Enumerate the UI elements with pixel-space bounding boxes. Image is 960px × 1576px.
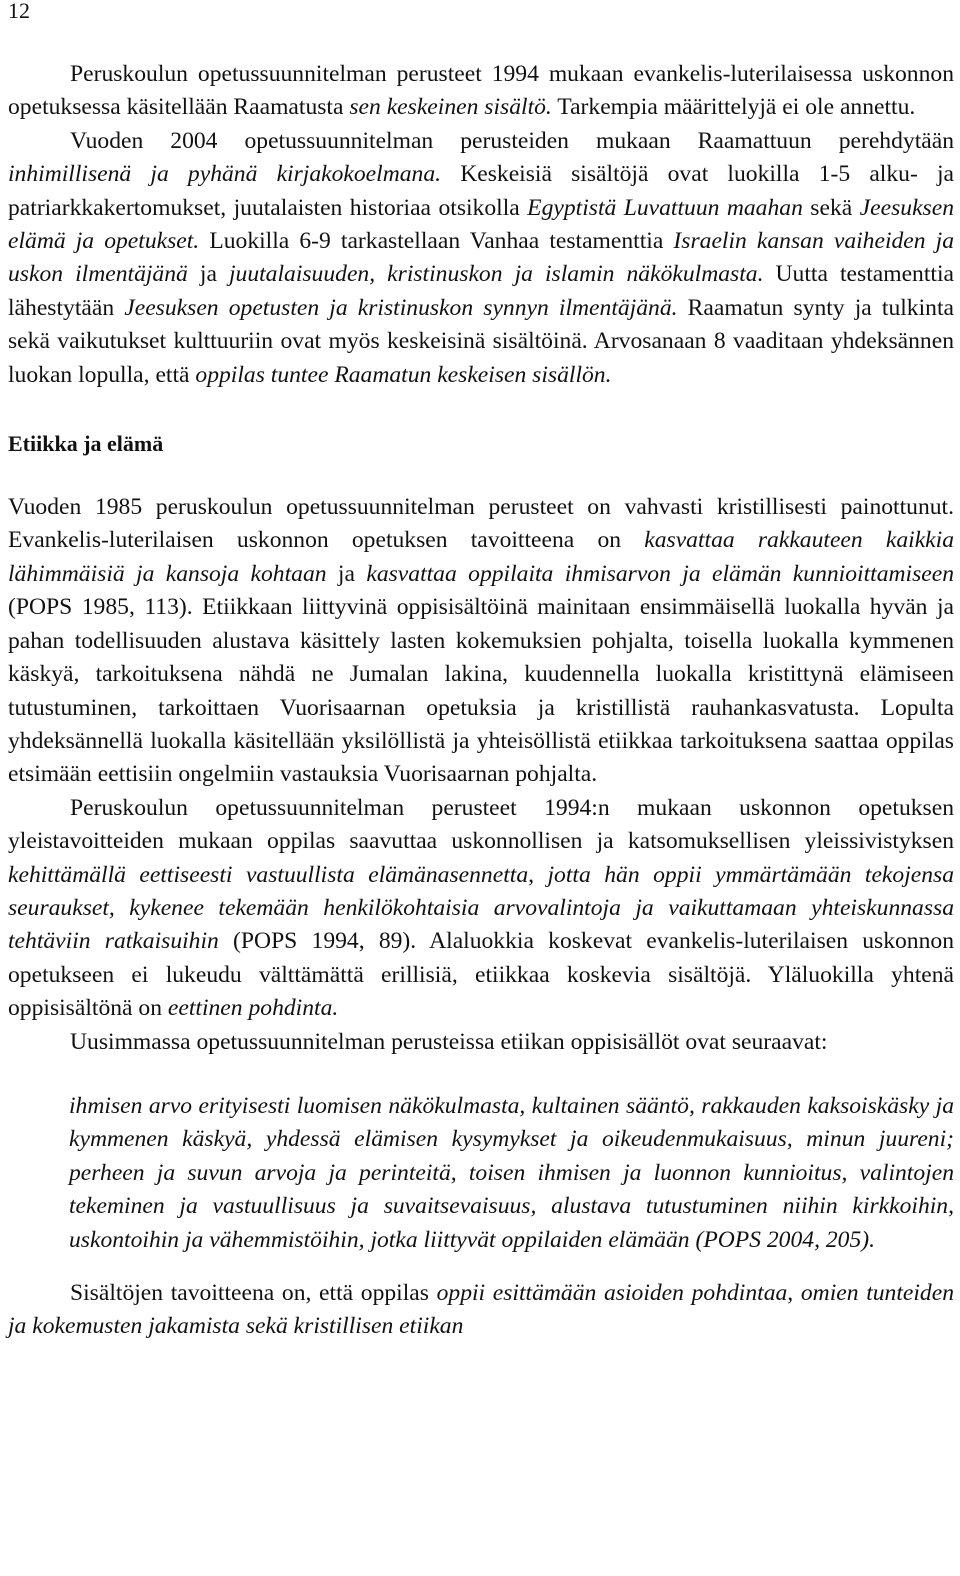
paragraph-6 xyxy=(8,1277,954,1344)
italic-run: oppii esittämään asioiden pohdintaa, omien tunteiden ja kokemusten jakamista sekä kristillisen etiikan xyxy=(8,1280,954,1340)
italic-run: kasvattaa oppilaita ihmisarvon ja elämän kunnioittamiseen xyxy=(366,560,955,587)
italic-run: eettinen pohdinta. xyxy=(167,995,339,1022)
italic-run: inhimillisenä ja pyhänä kirjakokoelmana. xyxy=(8,161,442,188)
text-run: sekä xyxy=(802,194,860,221)
text-run: Tarkempia määrittelyjä ei ole annettu. xyxy=(551,94,916,121)
paragraph-1 xyxy=(8,58,954,125)
italic-run: Egyptistä Luvattuun maahan xyxy=(527,194,803,221)
paragraph-2 xyxy=(8,125,954,392)
text-run: (POPS 1985, 113). Etiikkaan liittyvinä oppisisältöinä mainitaan ensimmäisellä luokalla hyvän ja pahan todellisuuden alustava käsittely lasten kokemuksien pohjalta, toisella luokalla kymmenen käskyä, tarkoituksena nähdä ne Jumalan lakina, kuudennella luokalla kristittynä elämiseen tutustuminen, tarkoittaen Vuorisaarnan opetuksia ja kristillistä rauhankasvatusta. Lopulta yhdeksännellä luokalla käsitellään yksilöllistä ja yhteisöllistä etiikkaa tarkoituksena saattaa oppilas etsimään eettisiin ongelmiin vastauksia Vuorisaarnan pohjalta. xyxy=(8,594,954,788)
text-run: Peruskoulun opetussuunnitelman perusteet 1994 mukaan evankelis-luterilaisessa uskonnon opetuksessa käsitellään Raamatusta xyxy=(8,61,954,121)
text-run: Peruskoulun opetussuunnitelman perusteet 1994:n mukaan uskonnon opetuksen yleistavoitteiden mukaan oppilas saavuttaa uskonnollisen ja katsomuksellisen yleissivistyksen xyxy=(8,794,954,855)
text-run: Sisältöjen tavoitteena on, että oppilas xyxy=(70,1280,437,1306)
paragraph-5: Uusimmassa opetussuunnitelman perusteissa etiikan oppisisällöt ovat seuraavat: xyxy=(70,1028,828,1055)
italic-run: kasvattaa rakkauteen kaikkia lähimmäisiä ja kansoja kohtaan xyxy=(8,527,955,587)
italic-run: Israelin kansan vaiheiden ja uskon ilmentäjänä xyxy=(8,228,955,288)
italic-run: juutalaisuuden, kristinuskon ja islamin näkökulmasta. xyxy=(228,261,764,288)
italic-run: sen keskeinen sisältö. xyxy=(349,94,552,121)
text-run: ja xyxy=(326,560,367,587)
body-text xyxy=(8,58,954,1344)
text-run: Vuoden 2004 opetussuunnitelman perusteiden mukaan Raamattuun perehdytään xyxy=(70,127,954,154)
text-run: Vuoden 1985 peruskoulun opetussuunnitelman perusteet on vahvasti kristillisesti painottunut. Evankelis-luterilaisen uskonnon opetuksen tavoitteena on xyxy=(8,494,954,554)
page-number: 12 xyxy=(8,0,30,23)
text-run: Keskeisiä sisältöjä ovat luokilla 1-5 alku- ja patriarkkakertomukset, juutalaisten historiaa otsikolla xyxy=(8,161,955,221)
paragraph-4 xyxy=(8,792,954,1026)
text-run: Raamatun synty ja tulkinta sekä vaikutukset kulttuuriin ovat myös keskeisinä sisältöinä. Arvosanaan 8 vaaditaan yhdeksännen luokan lopulla, että xyxy=(8,294,954,388)
text-run: (POPS 1994, 89). Alaluokkia koskevat evankelis-luterilaisen uskonnon opetukseen ei lukeudu välttämättä erillisiä, etiikkaa koskevia sisältöjä. Yläluokilla yhtenä oppisisältönä on xyxy=(8,928,954,1022)
block-quote: ihmisen arvo erityisesti luomisen näkökulmasta, kultainen sääntö, rakkauden kaksoiskäsky ja kymmenen käskyä, yhdessä elämisen kysymykset ja oikeudenmukaisuus, minun juureni; perheen ja suvun arvoja ja perinteitä, toisen ihmisen ja luonnon kunnioitus, valintojen tekeminen ja vastuullisuus ja suvaitsevaisuus, alustava tutustuminen niihin kirkkoihin, uskontoihin ja vähemmistöihin, jotka liittyvät oppilaiden elämään (POPS 2004, 205). xyxy=(69,1092,954,1253)
text-run: Uutta testamenttia lähestytään xyxy=(8,261,954,321)
text-run: Luokilla 6-9 tarkastellaan Vanhaa testamenttia xyxy=(199,228,674,255)
italic-run: kehittämällä eettiseesti vastuullista elämänasennetta, jotta hän oppii ymmärtämään tekojensa seuraukset, kykenee tekemään henkilökohtaisia arvovalintoja ja vaikuttamaan yhteiskunnassa tehtäviin ratkaisuihin xyxy=(8,861,954,955)
italic-run: oppilas tuntee Raamatun keskeisen sisällön. xyxy=(195,361,612,388)
italic-run: Jeesuksen opetusten ja kristinuskon synnyn ilmentäjänä. xyxy=(124,294,678,321)
section-heading: Etiikka ja elämä xyxy=(8,431,164,457)
paragraph-3 xyxy=(8,491,954,792)
italic-run: Jeesuksen elämä ja opetukset. xyxy=(8,194,954,255)
text-run: ja xyxy=(187,261,229,288)
